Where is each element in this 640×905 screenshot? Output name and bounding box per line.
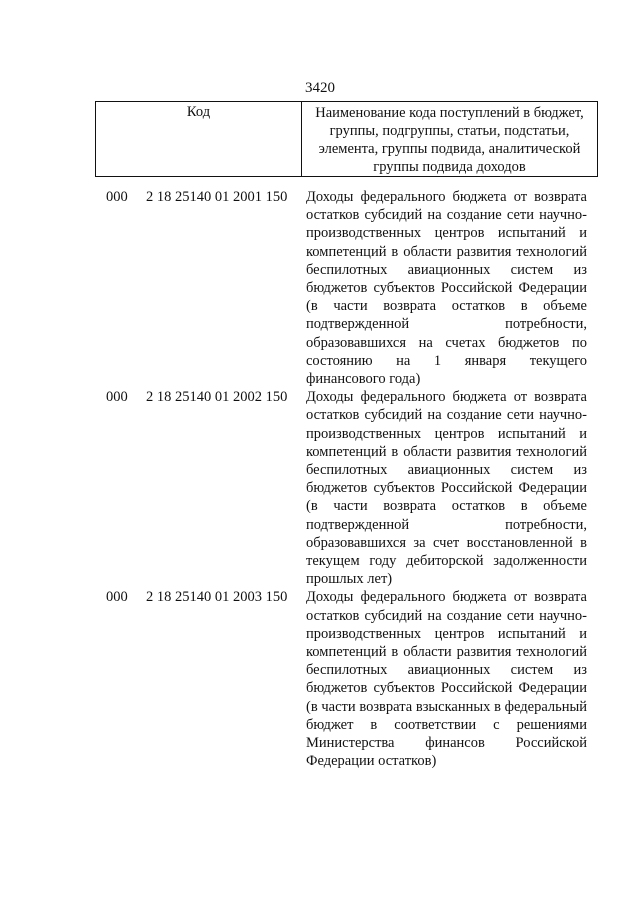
revenue-code: 2 18 25140 01 2002 150: [146, 389, 288, 406]
revenue-code: 2 18 25140 01 2003 150: [146, 589, 288, 606]
revenue-description: Доходы федерального бюджета от возврата остатков субсидий на создание сети научно-производственных центров испытаний и компетенций в области развития технологий беспилотных авиационных систем из бюджетов субъектов Российской Федерации (в части возврата взысканных в федеральный бюджет в соответствии с решениями Министерства финансов Российской Федерации остатков): [306, 589, 587, 770]
revenue-code: 2 18 25140 01 2001 150: [146, 189, 288, 205]
admin-code: 000: [106, 189, 128, 205]
revenue-description: Доходы федерального бюджета от возврата остатков субсидий на создание сети научно-производственных центров испытаний и компетенций в области развития технологий беспилотных авиационных систем из бюджетов субъектов Российской Федерации (в части возврата остатков в объеме подтвержденной потребности, образовавшихся на счетах бюджетов по состоянию на 1 января текущего финансового года): [306, 189, 587, 388]
header-name-cell: Наименование кода поступлений в бюджет, группы, подгруппы, статьи, подстатьи, элемента, группы подвида, аналитической группы подвида доходов: [302, 102, 598, 177]
revenue-description: Доходы федерального бюджета от возврата остатков субсидий на создание сети научно-производственных центров испытаний и компетенций в области развития технологий беспилотных авиационных систем из бюджетов субъектов Российской Федерации (в части возврата остатков в объеме подтвержденной потребности, образовавшихся за счет восстановленной в текущем году дебиторской задолженности прошлых лет): [306, 389, 587, 588]
list-item: [0, 188, 640, 388]
page-number: 3420: [305, 80, 335, 96]
header-code-cell: Код: [96, 102, 302, 177]
list-item: [0, 388, 640, 588]
table-header: [95, 101, 598, 177]
admin-code: 000: [106, 589, 128, 606]
list-item: [0, 588, 640, 770]
admin-code: 000: [106, 389, 128, 406]
revenue-code-list: [0, 188, 640, 771]
